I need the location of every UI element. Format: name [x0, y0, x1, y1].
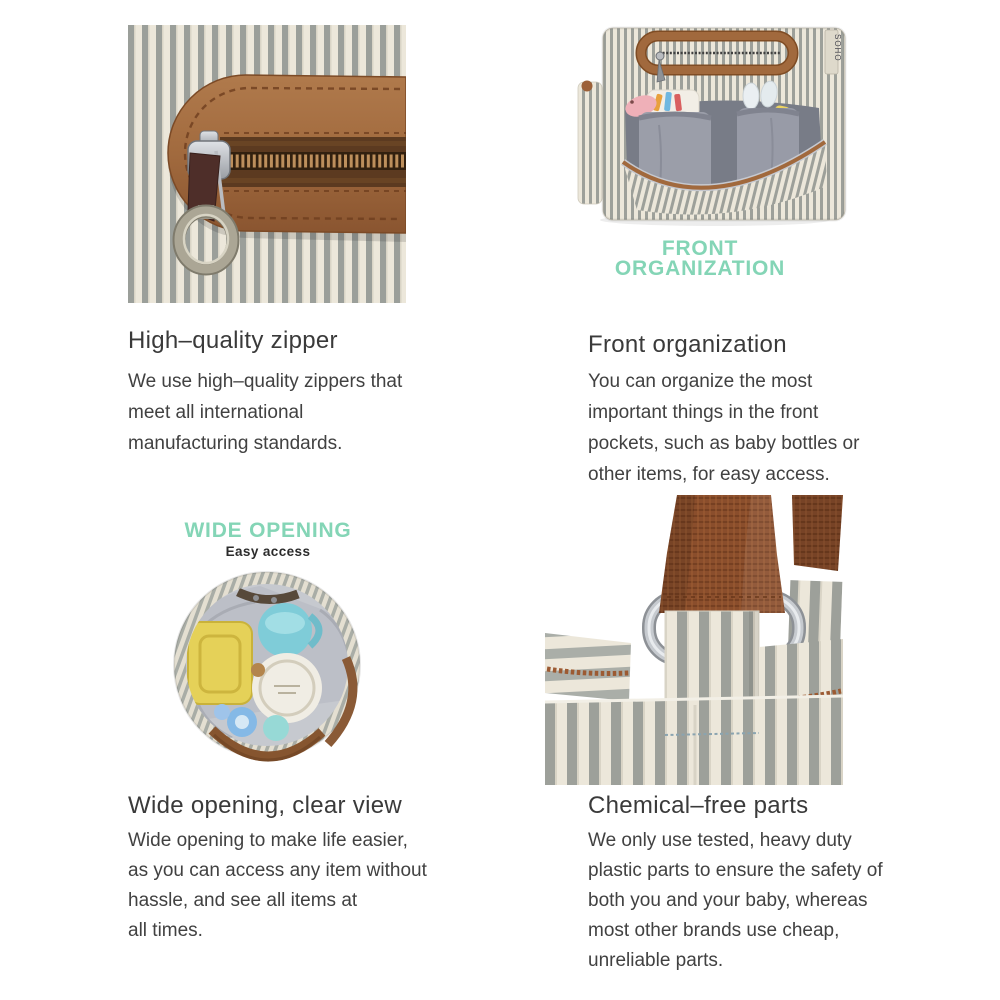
caption-subtitle: Easy access — [225, 544, 311, 559]
front-pockets-photo — [575, 10, 852, 228]
small-bottle-cap — [251, 663, 265, 677]
feature-body-front — [588, 366, 859, 490]
body-line: meet all international — [128, 402, 304, 423]
wipes-box — [188, 622, 252, 704]
body-line: manufacturing standards. — [128, 433, 343, 454]
zipper-closeup-photo — [128, 25, 406, 303]
soho-tag-label: SOHO — [833, 34, 842, 62]
body-line: hassle, and see all items at — [128, 890, 358, 911]
feature-body-parts — [588, 826, 883, 976]
body-line: most other brands use cheap, — [588, 920, 840, 941]
side-gusset — [578, 81, 602, 205]
body-line: Wide opening to make life easier, — [128, 830, 408, 851]
teether-ball — [263, 715, 289, 741]
front-organization-caption — [560, 239, 840, 279]
feature-heading-front: Front organization — [588, 331, 787, 358]
body-line: all times. — [128, 920, 203, 941]
shoulder-strap-webbing — [659, 495, 785, 613]
open-bag-top-view-photo — [160, 570, 374, 775]
feature-body-zipper — [128, 366, 402, 459]
body-line: other items, for easy access. — [588, 464, 830, 485]
body-line: We use high–quality zippers that — [128, 371, 403, 392]
feature-heading-parts: Chemical–free parts — [588, 792, 809, 819]
cream-jar — [252, 653, 322, 723]
body-line: both you and your baby, whereas — [588, 890, 868, 911]
body-line: plastic parts to ensure the safety of — [588, 860, 883, 881]
strap-hardware-photo — [545, 495, 845, 785]
zipper-track — [220, 133, 406, 191]
feature-body-opening — [128, 826, 427, 946]
body-line: We only use tested, heavy duty — [588, 830, 852, 851]
feature-heading-opening: Wide opening, clear view — [128, 792, 403, 819]
body-line: You can organize the most — [588, 371, 813, 392]
feature-heading-zipper: High–quality zipper — [128, 327, 338, 354]
body-line: unreliable parts. — [588, 950, 724, 971]
body-line: important things in the front — [588, 402, 819, 423]
caption-title: WIDE OPENING — [184, 519, 352, 542]
body-line: as you can access any item without — [128, 860, 427, 881]
top-zipper-pocket — [641, 36, 793, 82]
wide-opening-caption — [128, 521, 408, 559]
caption-line: ORGANIZATION — [614, 257, 786, 280]
body-line: pockets, such as baby bottles or — [588, 433, 860, 454]
caption-line: FRONT — [661, 237, 739, 260]
